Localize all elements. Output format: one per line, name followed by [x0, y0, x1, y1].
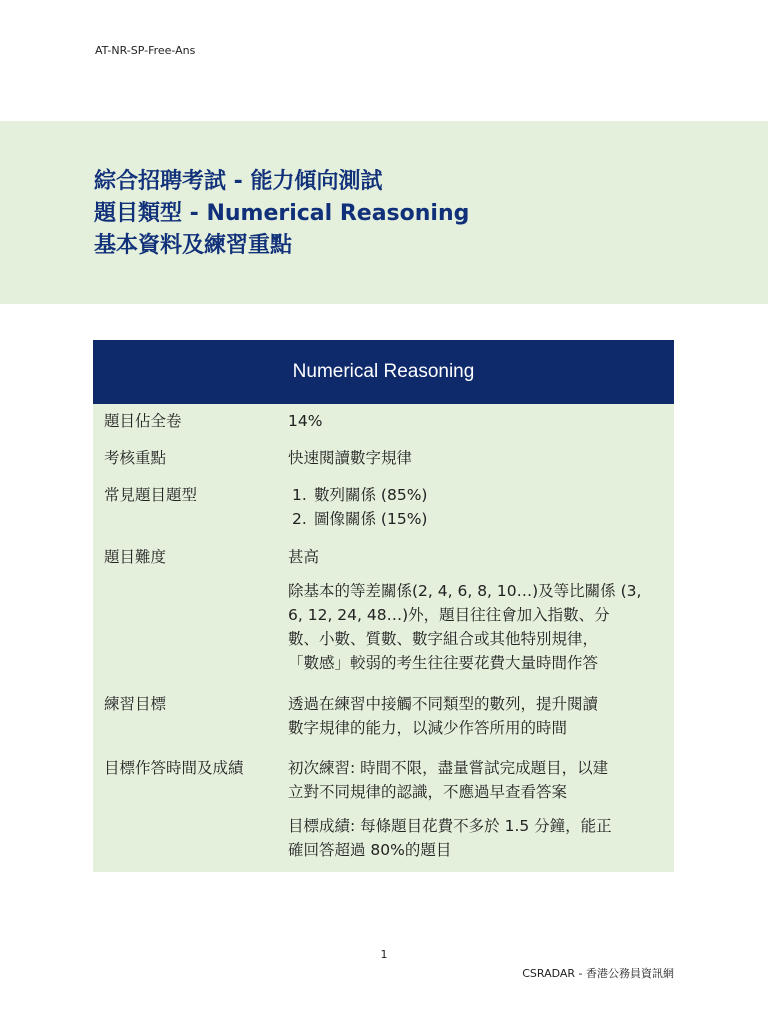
row-label-practice-goal: 練習目標 [104, 695, 167, 713]
page-number: 1 [380, 948, 388, 961]
row-value-focus: 快速閱讀數字規律 [288, 449, 413, 467]
row-value-weight: 14% [288, 412, 323, 430]
difficulty-detail: 除基本的等差關係(2, 4, 6, 8, 10…)及等比關係 (3, 6, 12, 24, 48…)外，題目往往會加入指數、分 數、小數、質數、數字組合或其他特別規律， 「數感」較弱的考生往往要花費大量時間作答 [288, 582, 642, 672]
row-label-question-types: 常見題目題型 [104, 486, 198, 504]
row-label-target-time: 目標作答時間及成績 [104, 759, 244, 777]
row-label-weight: 題目佔全卷 [104, 412, 182, 430]
table-heading: Numerical Reasoning [292, 361, 475, 382]
row-label-difficulty: 題目難度 [104, 548, 167, 566]
table-header [93, 340, 674, 404]
document-code: AT-NR-SP-Free-Ans [95, 44, 196, 57]
row-value-first-practice: 初次練習: 時間不限，盡量嘗試完成題目，以建 立對不同規律的認識，不應過早查看答案 [288, 759, 609, 801]
list-item: 1. 數列關係 (85%) [292, 486, 428, 504]
title-line-2: 題目類型 - Numerical Reasoning [94, 201, 470, 226]
title-line-3: 基本資料及練習重點 [94, 233, 293, 258]
list-item: 2. 圖像關係 (15%) [292, 510, 428, 528]
title-line-1: 綜合招聘考試 - 能力傾向測試 [94, 169, 383, 194]
row-value-target-score: 目標成績: 每條題目花費不多於 1.5 分鐘，能正 確回答超過 80%的題目 [288, 817, 612, 859]
footer-credit: CSRADAR - 香港公務員資訊網 [522, 967, 674, 980]
row-value-practice-goal: 透過在練習中接觸不同類型的數列，提升閱讀 數字規律的能力，以減少作答所用的時間 [288, 695, 599, 737]
document-title [94, 166, 469, 262]
row-value-question-types [288, 483, 666, 531]
row-label-focus: 考核重點 [104, 449, 167, 467]
row-value-difficulty: 甚高 [288, 548, 320, 566]
